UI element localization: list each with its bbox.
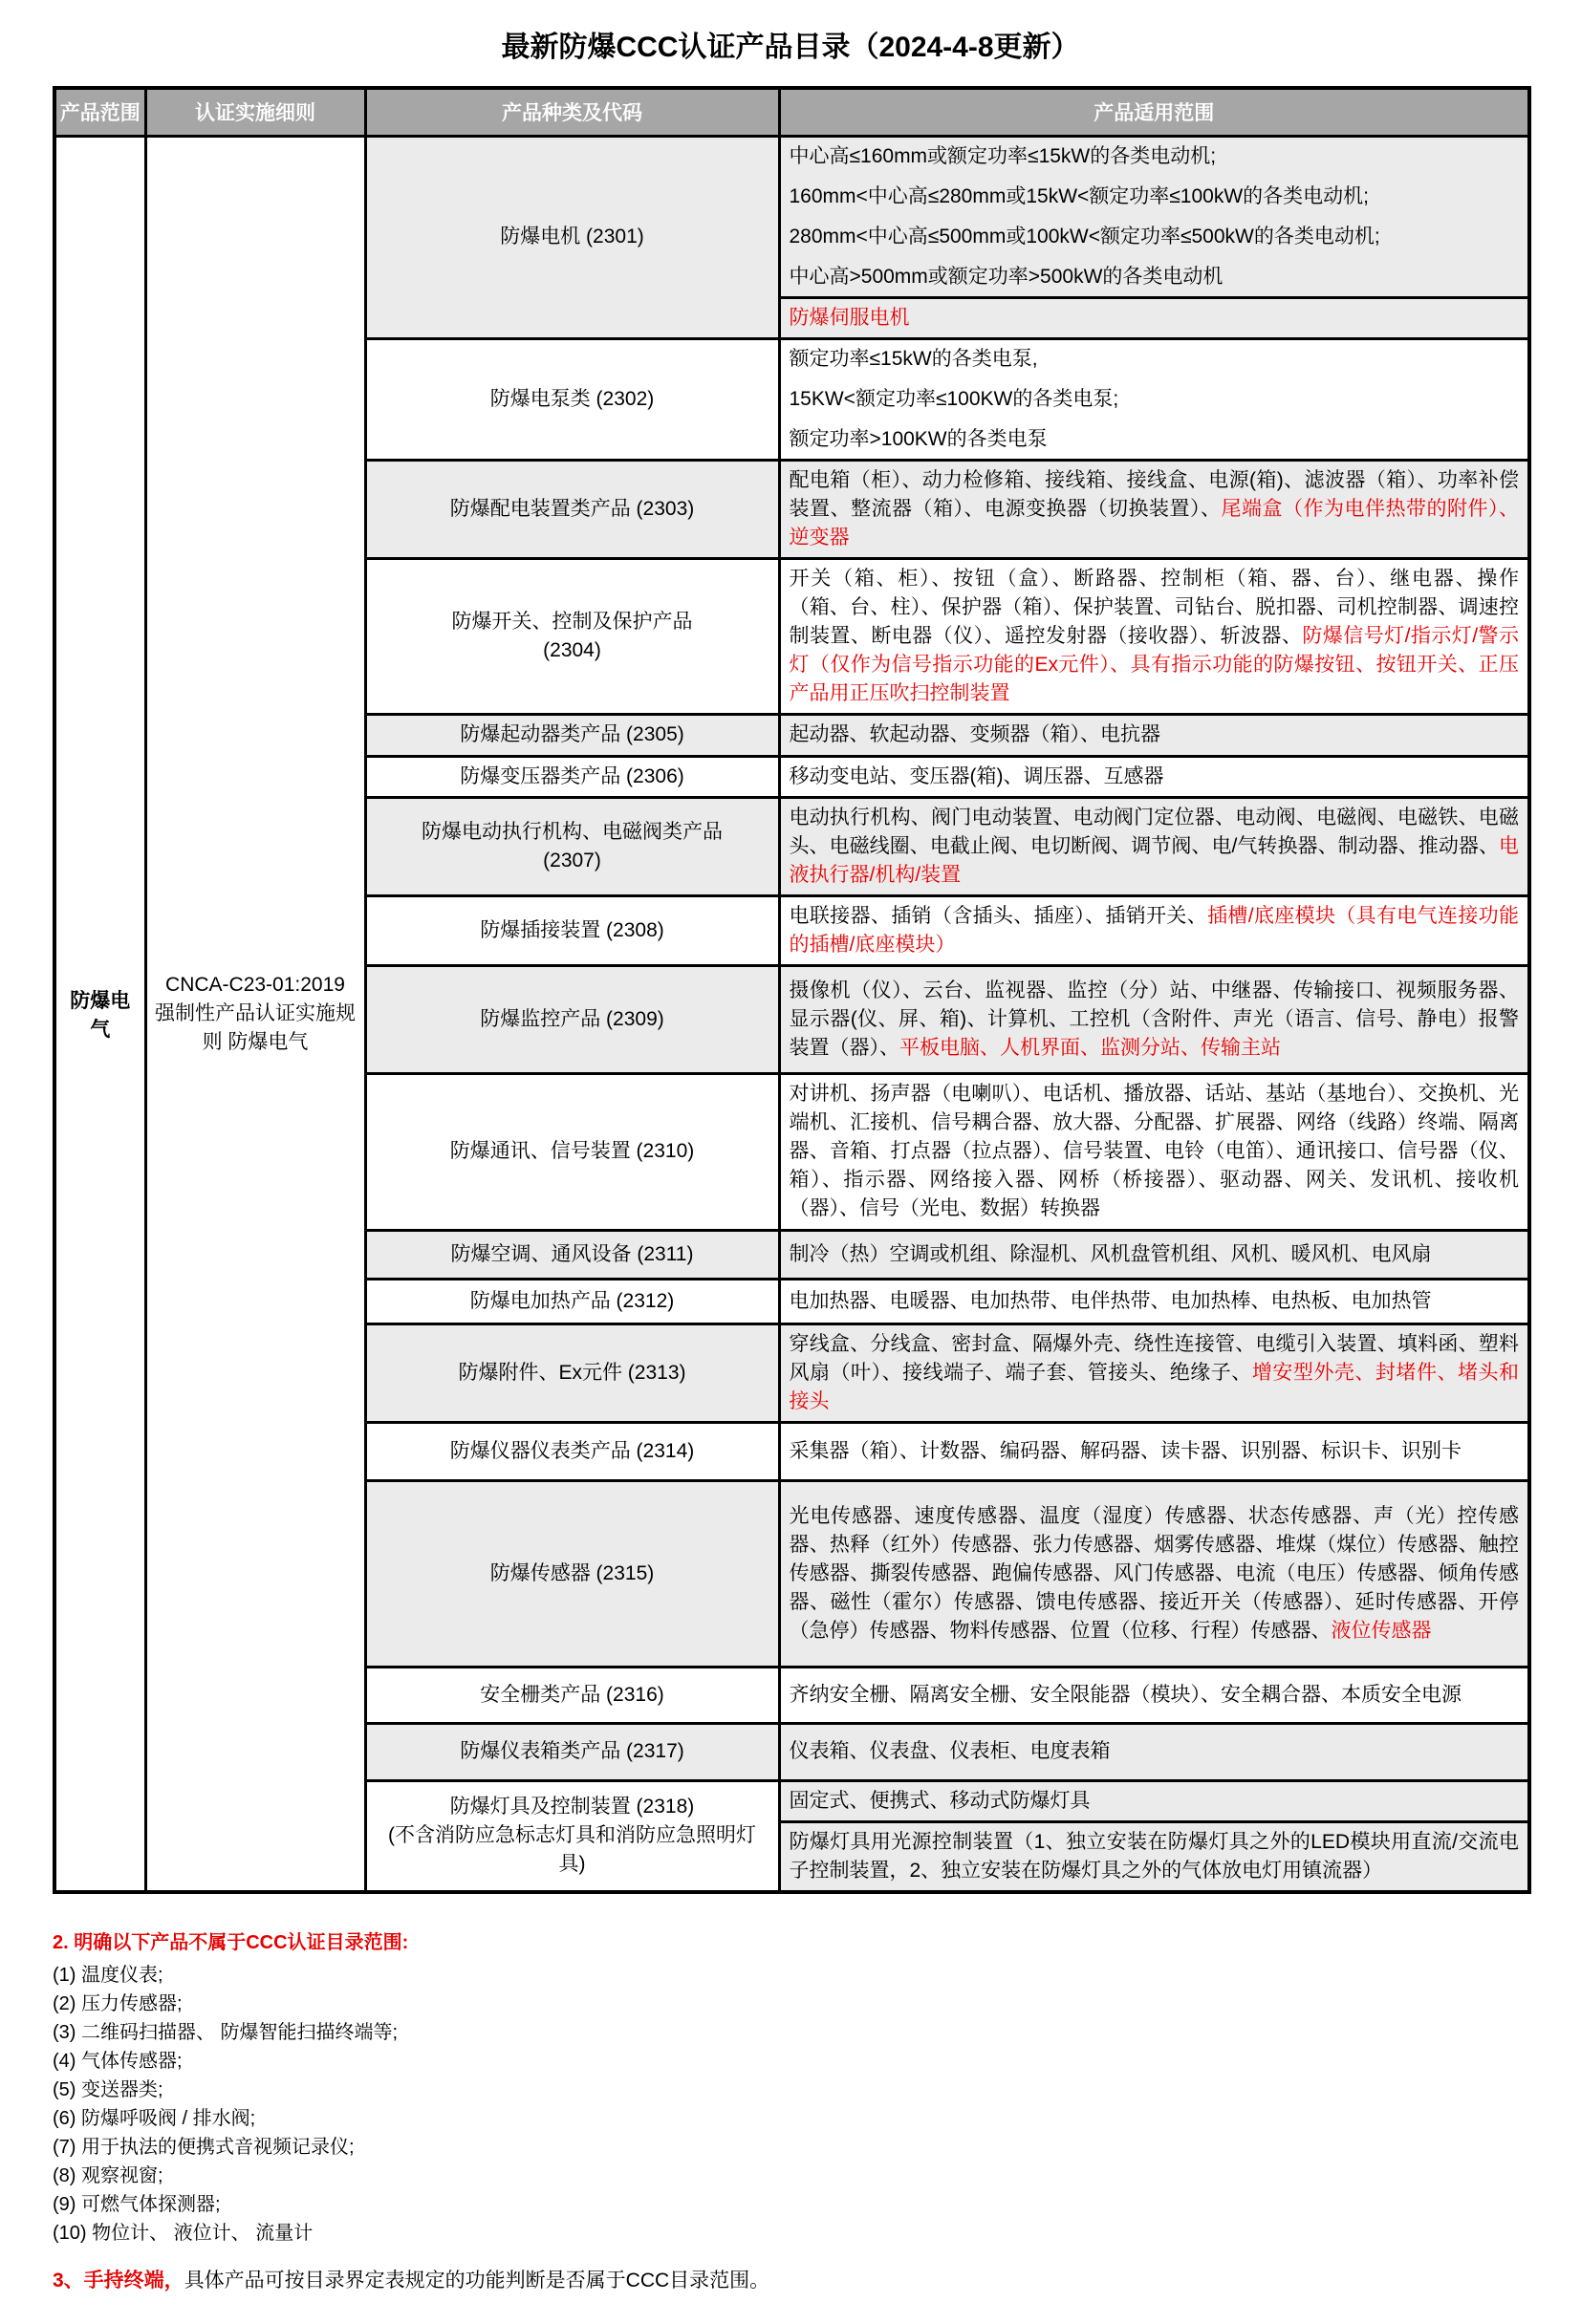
scope-text-red: 液位传感器 [1331, 1619, 1432, 1642]
note2-title: 2. 明确以下产品不属于CCC认证目录范围: [53, 1931, 409, 1953]
scope-text: 15KW<额定功率≤100KW的各类电泵; [789, 387, 1119, 410]
scope-text-red: 电液执行器/机构/装置 [789, 834, 1519, 886]
category-label: 防爆起动器类产品 (2305) [460, 723, 684, 745]
category-cell-2314 [365, 1422, 779, 1480]
header-row [54, 88, 1529, 136]
scope-cell-2305 [779, 714, 1529, 756]
category-label: 防爆灯具及控制装置 (2318) [449, 1796, 695, 1818]
excluded-item: (9) 可燃气体探测器; [53, 2193, 221, 2215]
scope-cell-2308 [779, 895, 1529, 965]
scope-cell-2301-red [779, 297, 1529, 338]
category-cell-2303 [365, 460, 779, 558]
category-label: (2307) [543, 849, 601, 872]
excluded-item: (7) 用于执法的便携式音视频记录仪; [53, 2136, 355, 2158]
excluded-items-list [53, 1961, 1528, 2248]
category-label: 防爆电机 (2301) [500, 226, 644, 247]
scope-cell-2312 [779, 1279, 1529, 1323]
scope-text: 280mm<中心高≤500mm或100kW<额定功率≤500kW的各类电动机; [789, 225, 1380, 247]
note3-lead: 3、手持终端， [53, 2269, 184, 2292]
scope-paragraph [790, 1828, 1520, 1885]
table-header [54, 88, 1529, 136]
scope-paragraph [790, 1240, 1520, 1269]
scope-text-red: 增安型外壳、封堵件、堵头和接头 [789, 1361, 1519, 1412]
scope-text: 采集器（箱）、计数器、编码器、解码器、读卡器、识别器、标识卡、识别卡 [789, 1439, 1462, 1462]
scope-paragraph [790, 1737, 1520, 1766]
scope-text: 移动变电站、变压器(箱)、调压器、互感器 [789, 764, 1164, 787]
excluded-item: (10) 物位计、 液位计、 流量计 [53, 2222, 314, 2244]
category-cell-2301 [365, 136, 779, 338]
scope-text: 齐纳安全栅、隔离安全栅、安全限能器（模块）、安全耦合器、本质安全电源 [789, 1683, 1462, 1706]
scope-cell-2313 [779, 1323, 1529, 1422]
category-label: 防爆监控产品 (2309) [480, 1007, 664, 1030]
scope-cell-2304 [779, 558, 1529, 714]
scope-paragraph [790, 804, 1520, 890]
header-product-scope: 产品范围 [54, 88, 145, 136]
scope-cell-2307 [779, 797, 1529, 895]
scope-paragraph [790, 1681, 1520, 1710]
ccc-catalog-table [53, 86, 1531, 1894]
category-label: 防爆传感器 (2315) [489, 1561, 655, 1584]
scope-paragraph [790, 721, 1520, 749]
scope-paragraph [790, 345, 1520, 374]
category-cell-2304 [365, 558, 779, 714]
scope-text: 160mm<中心高≤280mm或15kW<额定功率≤100kW的各类电动机; [789, 184, 1369, 207]
scope-text: 穿线盒、分线盒、密封盒、隔爆外壳、绕性连接管、电缆引入装置、填料函、塑料风扇（叶）、接线端子、端子套、管接头、绝缘子、 [789, 1332, 1519, 1384]
scope-cell-2309 [779, 965, 1529, 1073]
product-scope-cell: 防爆电气 [54, 136, 145, 1892]
excluded-item: (3) 二维码扫描器、 防爆智能扫描终端等; [53, 2021, 399, 2043]
scope-cell-2306 [779, 756, 1529, 797]
scope-paragraph [790, 466, 1520, 552]
category-cell-2306 [365, 756, 779, 797]
category-label: 安全栅类产品 (2316) [480, 1683, 664, 1706]
scope-paragraph [790, 304, 1520, 333]
scope-cell-2315 [779, 1480, 1529, 1667]
scope-cell-2314 [779, 1422, 1529, 1480]
category-label: 防爆开关、控制及保护产品 [451, 610, 693, 633]
category-cell-2305 [365, 714, 779, 756]
scope-paragraph [790, 142, 1520, 171]
scope-text: 开关（箱、柜）、按钮（盒）、断路器、控制柜（箱、器、台）、继电器、操作（箱、台、柱）、保护器（箱）、保护装置、司钻台、脱扣器、司机控制器、调速控制装置、断电器（仪）、遥控发射器（接收器）、斩波器、 [789, 567, 1519, 647]
category-label: (不含消防应急标志灯具和消防应急照明灯具) [388, 1824, 756, 1875]
scope-cell-2310 [779, 1073, 1529, 1230]
scope-text: 额定功率≤15kW的各类电泵, [789, 347, 1038, 370]
category-label: 防爆变压器类产品 (2306) [460, 764, 684, 787]
scope-text: 额定功率>100KW的各类电泵 [789, 427, 1048, 450]
scope-cell-2318-2 [779, 1821, 1529, 1892]
table-body [54, 136, 1529, 1892]
scope-paragraph [790, 183, 1520, 211]
scope-text-red: 防爆信号灯/指示灯/警示灯（仅作为信号指示功能的Ex元件）、具有指示功能的防爆按钮、按钮开关、正压产品用正压吹扫控制装置 [789, 624, 1519, 704]
scope-cell-2303 [779, 460, 1529, 558]
scope-text: 固定式、便携式、移动式防爆灯具 [789, 1789, 1091, 1812]
scope-paragraph [790, 1787, 1520, 1816]
category-label: 防爆电动执行机构、电磁阀类产品 [422, 820, 723, 843]
category-cell-2308 [365, 895, 779, 965]
scope-text: 制冷（热）空调或机组、除湿机、风机盘管机组、风机、暖风机、电风扇 [789, 1242, 1432, 1265]
footnotes [53, 1928, 1528, 2295]
scope-text-red: 平板电脑、人机界面、监测分站、传输主站 [899, 1036, 1281, 1059]
category-cell-2315 [365, 1480, 779, 1667]
scope-text: 对讲机、扬声器（电喇叭）、电话机、播放器、话站、基站（基地台）、交换机、光端机、汇接机、信号耦合器、放大器、分配器、扩展器、网络（线路）终端、隔离器、音箱、打点器（拉点器）、信号装置、电铃（电笛）、通讯接口、信号器（仪、箱）、指示器、网络接入器、网桥（桥接器）、驱动器、网关、发讯机、接收机（器）、信号（光电、数据）转换器 [789, 1083, 1519, 1219]
excluded-item: (1) 温度仪表; [53, 1964, 163, 1986]
category-label: 防爆附件、Ex元件 (2313) [458, 1361, 686, 1384]
scope-paragraph [790, 1080, 1520, 1223]
category-cell-2311 [365, 1230, 779, 1279]
page-title: 最新防爆CCC认证产品目录（2024-4-8更新） [501, 32, 1080, 63]
note3 [53, 2267, 1528, 2295]
scope-text-red: 插槽/底座模块（具有电气连接功能的插槽/底座模块） [789, 904, 1519, 956]
category-label: 防爆通讯、信号装置 (2310) [449, 1140, 695, 1162]
scope-text: 中心高≤160mm或额定功率≤15kW的各类电动机; [789, 144, 1217, 167]
scope-cell-2316 [779, 1667, 1529, 1723]
scope-paragraph [790, 425, 1520, 454]
category-label: (2304) [543, 638, 601, 661]
scope-paragraph [790, 977, 1520, 1063]
category-cell-2316 [365, 1667, 779, 1723]
category-cell-2310 [365, 1073, 779, 1230]
category-cell-2309 [365, 965, 779, 1073]
category-label: 防爆仪器仪表类产品 (2314) [449, 1439, 695, 1462]
category-cell-2317 [365, 1723, 779, 1780]
scope-paragraph [790, 763, 1520, 791]
category-cell-2312 [365, 1279, 779, 1323]
scope-text: 光电传感器、速度传感器、温度（湿度）传感器、状态传感器、声（光）控传感器、热释（红外）传感器、张力传感器、烟雾传感器、堆煤（煤位）传感器、触控传感器、撕裂传感器、跑偏传感器、风门传感器、电流（电压）传感器、倾角传感器、磁性（霍尔）传感器、馈电传感器、接近开关（传感器）、延时传感器、开停（急停）传感器、物料传感器、位置（位移、行程）传感器、 [789, 1504, 1519, 1642]
scope-cell-2317 [779, 1723, 1529, 1780]
category-label: 防爆电加热产品 (2312) [469, 1289, 675, 1312]
header-applicable-range: 产品适用范围 [779, 88, 1529, 136]
note3-text: 具体产品可按目录界定表规定的功能判断是否属于CCC目录范围。 [184, 2269, 770, 2292]
excluded-item: (8) 观察视窗; [53, 2164, 163, 2186]
category-cell-2307 [365, 797, 779, 895]
scope-text: 电动执行机构、阀门电动装置、电动阀门定位器、电动阀、电磁阀、电磁铁、电磁头、电磁线圈、电截止阀、电切断阀、调节阀、电/气转换器、制动器、推动器、 [789, 806, 1519, 857]
category-cell-2318 [365, 1780, 779, 1892]
scope-paragraph [790, 902, 1520, 959]
category-label: 防爆仪表箱类产品 (2317) [460, 1740, 684, 1762]
scope-paragraph [790, 1437, 1520, 1466]
header-product-type: 产品种类及代码 [365, 88, 779, 136]
category-label: 防爆电泵类 (2302) [489, 387, 655, 410]
excluded-item: (5) 变送器类; [53, 2078, 163, 2100]
certification-rule-cell: CNCA-C23-01:2019 强制性产品认证实施规则 防爆电气 [145, 136, 365, 1892]
scope-cell-2302 [779, 338, 1529, 460]
scope-paragraph [790, 565, 1520, 708]
scope-paragraph [790, 1502, 1520, 1646]
scope-text: 防爆灯具用光源控制装置（1、独立安装在防爆灯具之外的LED模块用直流/交流电子控制装置，2、独立安装在防爆灯具之外的气体放电灯用镇流器） [789, 1830, 1519, 1882]
scope-paragraph [790, 1287, 1520, 1316]
scope-text-red: 尾端盒（作为电伴热带的附件）、逆变器 [789, 497, 1519, 549]
scope-paragraph [790, 263, 1520, 291]
scope-text: 摄像机（仪）、云台、监视器、监控（分）站、中继器、传输接口、视频服务器、显示器(仪、屏、箱)、计算机、工控机（含附件、声光（语言、信号、静电）报警装置（器）、 [789, 979, 1519, 1059]
scope-text: 配电箱（柜）、动力检修箱、接线箱、接线盒、电源(箱)、滤波器（箱）、功率补偿装置、整流器（箱）、电源变换器（切换装置）、 [789, 468, 1519, 520]
scope-text: 电加热器、电暖器、电加热带、电伴热带、电加热棒、电热板、电加热管 [789, 1289, 1432, 1312]
scope-text: 仪表箱、仪表盘、仪表柜、电度表箱 [789, 1740, 1111, 1762]
excluded-item: (2) 压力传感器; [53, 1992, 183, 2014]
category-label: 防爆空调、通风设备 (2311) [450, 1242, 694, 1265]
scope-text: 起动器、软起动器、变频器（箱）、电抗器 [789, 723, 1160, 745]
scope-paragraph [790, 385, 1520, 414]
scope-text: 中心高>500mm或额定功率>500kW的各类电动机 [789, 265, 1224, 288]
excluded-item: (4) 气体传感器; [53, 2050, 183, 2072]
header-rule: 认证实施细则 [145, 88, 365, 136]
scope-cell-2318 [779, 1780, 1529, 1821]
scope-text-red: 防爆伺服电机 [789, 306, 910, 329]
excluded-item: (6) 防爆呼吸阀 / 排水阀; [53, 2107, 256, 2129]
category-label: 防爆插接装置 (2308) [480, 918, 664, 941]
table-row-2301 [54, 136, 1529, 297]
scope-cell-2301 [779, 136, 1529, 297]
category-cell-2313 [365, 1323, 779, 1422]
scope-paragraph [790, 1330, 1520, 1416]
scope-paragraph [790, 223, 1520, 251]
scope-text: 电联接器、插销（含插头、插座）、插销开关、 [789, 904, 1208, 927]
category-cell-2302 [365, 338, 779, 460]
scope-cell-2311 [779, 1230, 1529, 1279]
category-label: 防爆配电装置类产品 (2303) [449, 497, 695, 520]
